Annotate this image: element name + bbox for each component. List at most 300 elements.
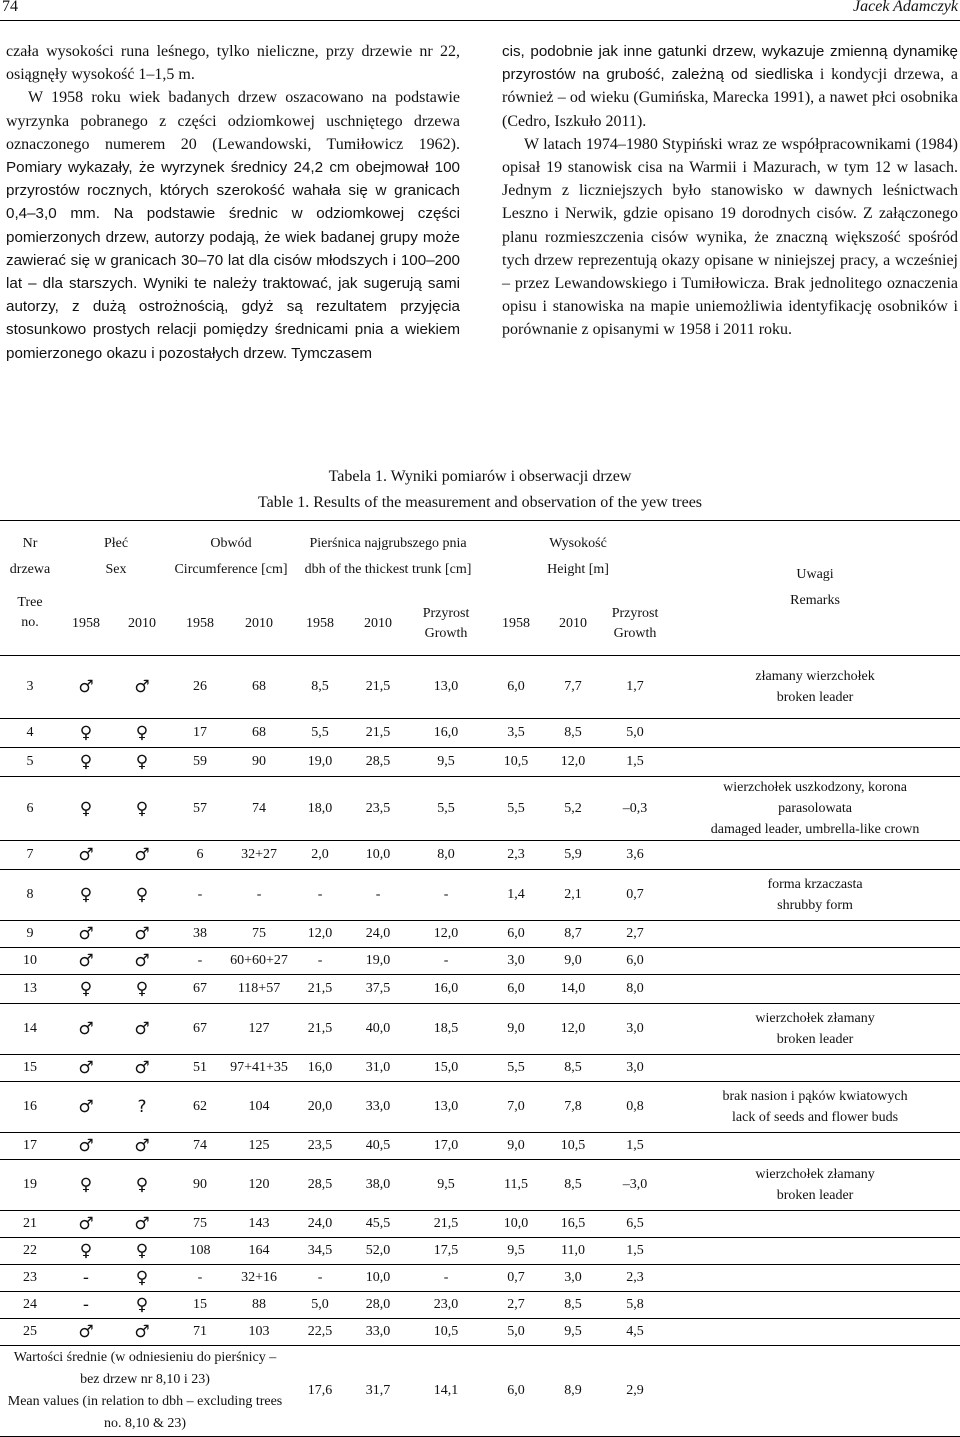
cell-circumference-1958: 74 [172,1133,228,1160]
cell-dbh-1958: 18,0 [290,777,350,841]
cell-height-1958: 1,4 [486,870,546,921]
header-growth [600,593,670,656]
remark-line: forma krzaczasta [767,877,863,892]
left-text-column [6,40,460,365]
cell-height-2010: 8,5 [546,719,600,748]
cell-dbh-2010: 28,5 [350,748,406,777]
cell-height-2010: 2,1 [546,870,600,921]
cell-circumference-2010: 90 [228,748,290,777]
cell-circumference-1958: 59 [172,748,228,777]
cell-remarks [670,1082,960,1133]
cell-circumference-1958: - [172,1265,228,1292]
cell-tree-number: 13 [0,975,60,1004]
cell-height-1958: 11,5 [486,1160,546,1211]
table-row [0,719,960,748]
cell-tree-number: 25 [0,1319,60,1346]
mean-height-growth: 2,9 [600,1346,670,1437]
cell-sex-1958: ♂ [60,948,112,975]
cell-remarks [670,1292,960,1319]
mean-height-1958: 6,0 [486,1346,546,1437]
cell-dbh-1958: 28,5 [290,1160,350,1211]
cell-circumference-2010: 120 [228,1160,290,1211]
cell-height-2010: 8,5 [546,1160,600,1211]
cell-dbh-growth: 13,0 [406,1082,486,1133]
cell-circumference-2010: 32+16 [228,1265,290,1292]
cell-height-1958: 5,0 [486,1319,546,1346]
cell-sex-2010: ♂ [112,841,172,870]
remark-line: damaged leader, umbrella-like crown [710,822,920,837]
table-row [0,1133,960,1160]
cell-circumference-2010: 118+57 [228,975,290,1004]
cell-sex-2010: ♂ [112,1055,172,1082]
cell-tree-number: 14 [0,1004,60,1055]
mean-dbh-2010: 31,7 [350,1346,406,1437]
header-label: Pierśnica najgrubszego pnia [309,536,467,551]
cell-dbh-2010: 21,5 [350,719,406,748]
header-year: 2010 [228,593,290,656]
cell-remarks [670,1160,960,1211]
cell-remarks [670,656,960,719]
cell-height-growth: 8,0 [600,975,670,1004]
cell-circumference-1958: 71 [172,1319,228,1346]
header-year: 2010 [350,593,406,656]
cell-height-2010: 8,7 [546,921,600,948]
cell-dbh-growth: 5,5 [406,777,486,841]
cell-sex-2010: ♀ [112,975,172,1004]
cell-remarks [670,1211,960,1238]
table-row [0,1004,960,1055]
cell-remarks [670,1265,960,1292]
cell-dbh-growth: 21,5 [406,1211,486,1238]
table-row [0,1082,960,1133]
cell-circumference-2010: 104 [228,1082,290,1133]
cell-remarks [670,948,960,975]
header-sex [60,521,172,594]
cell-dbh-growth: 18,5 [406,1004,486,1055]
cell-dbh-growth: 8,0 [406,841,486,870]
cell-sex-2010: ♂ [112,1211,172,1238]
cell-dbh-1958: 12,0 [290,921,350,948]
cell-height-2010: 16,5 [546,1211,600,1238]
table-row [0,1292,960,1319]
remark-line: brak nasion i pąków kwiatowych [722,1089,908,1104]
cell-sex-1958: ♀ [60,1160,112,1211]
header-year: 2010 [112,593,172,656]
header-label: Growth [424,626,468,641]
cell-height-1958: 6,0 [486,921,546,948]
table-body [0,656,960,1346]
cell-circumference-2010: 60+60+27 [228,948,290,975]
header-growth [406,593,486,656]
cell-height-1958: 5,5 [486,777,546,841]
cell-sex-1958: ♂ [60,656,112,719]
table-caption-pl: Tabela 1. Wyniki pomiarów i obserwacji drzew [328,468,632,485]
cell-dbh-2010: 45,5 [350,1211,406,1238]
paragraph-text-sans: Pomiary wykazały, że wyrzynek średnicy 24,2 cm obejmował 100 przyrostów rocznych, których szerokość wahała się w granicach 0,4–3,0 mm. Na podstawie średnic w odziomkowej części pomierzonych drzew, autorzy podają, że wiek badanej grupy może zawierać się w granicach 30–70 lat dla cisów młodszych i 100–200 lat – dla starszych. Wyniki te należy traktować, jak sugerują sami autorzy, z dużą ostrożnością, gdyż są rezultatem przyjęcia stosunkowo prostych relacji pomiędzy średnicami pnia a wiekiem pomierzonego okazu i pozostałych drzew. Tymczasem [6,159,460,362]
cell-remarks [670,719,960,748]
cell-sex-1958: ♂ [60,1055,112,1082]
table-row [0,1211,960,1238]
remark-line: wierzchołek złamany [755,1167,875,1182]
remark-line: lack of seeds and flower buds [732,1110,899,1125]
cell-tree-number: 4 [0,719,60,748]
cell-sex-1958: - [60,1265,112,1292]
cell-remarks [670,1238,960,1265]
header-label: no. [21,615,39,630]
cell-sex-1958: ♂ [60,1133,112,1160]
cell-remarks [670,1319,960,1346]
cell-sex-2010: ♀ [112,1265,172,1292]
table-row [0,921,960,948]
cell-dbh-1958: 19,0 [290,748,350,777]
cell-circumference-2010: 164 [228,1238,290,1265]
table-row [0,948,960,975]
cell-dbh-1958: - [290,870,350,921]
cell-dbh-1958: 16,0 [290,1055,350,1082]
cell-remarks [670,1055,960,1082]
paragraph: czała wysokości runa leśnego, tylko nieliczne, przy drzewie nr 22, osiągnęły wysokość 1–1,5 m. [6,43,460,84]
header-label: Remarks [790,593,840,608]
cell-dbh-1958: - [290,1265,350,1292]
header-label: Nr [22,536,38,551]
table-row [0,1319,960,1346]
cell-height-2010: 8,5 [546,1292,600,1319]
mean-label-line: Mean values (in relation to dbh – excluding trees [7,1394,283,1409]
cell-dbh-growth: 13,0 [406,656,486,719]
remark-line: wierzchołek uszkodzony, korona [723,780,907,795]
cell-tree-number: 16 [0,1082,60,1133]
mean-height-2010: 8,9 [546,1346,600,1437]
table-caption-en: Table 1. Results of the measurement and observation of the yew trees [257,494,703,511]
remark-line: shrubby form [777,898,853,913]
cell-dbh-2010: 23,5 [350,777,406,841]
cell-remarks [670,777,960,841]
page-header [0,0,960,21]
cell-circumference-1958: 67 [172,975,228,1004]
mean-label-line: bez drzew nr 8,10 i 23) [80,1372,210,1387]
table-row [0,656,960,719]
paragraph: W latach 1974–1980 Stypiński wraz ze współpracownikami (1984) opisał 19 stanowisk cisa na Warmii i Mazurach, w tym 12 w lasach. Jednym z liczniejszych było stanowisko w dawnych leśnictwach Leszno i Nerwik, gdzie opisano 19 dorodnych cisów. Z załączonego planu rozmieszczenia cisów wynika, że znaczną większość spośród tych drzew reprezentują okazy opisane w niniejszej pracy, a wcześniej – przez Lewandowskiego i Tumiłowicza. Brak jednolitego oznaczenia opisu i stanowiska na mapie uniemożliwia identyfikację osobników i porównanie z opisanymi w 1958 i 2011 roku. [502,135,958,339]
cell-dbh-2010: 37,5 [350,975,406,1004]
cell-sex-1958: ♂ [60,1082,112,1133]
header-label: Wysokość [549,536,607,551]
cell-tree-number: 5 [0,748,60,777]
running-head-author: Jacek Adamczyk [853,0,958,15]
cell-height-growth: 3,0 [600,1004,670,1055]
page-number: 74 [2,0,18,15]
header-year: 2010 [546,593,600,656]
cell-remarks [670,921,960,948]
cell-circumference-2010: 88 [228,1292,290,1319]
cell-dbh-1958: 8,5 [290,656,350,719]
cell-sex-2010: ♂ [112,1004,172,1055]
cell-sex-1958: ♀ [60,719,112,748]
cell-dbh-growth: 15,0 [406,1055,486,1082]
mean-label-line: no. 8,10 & 23) [103,1416,187,1431]
mean-values-label [0,1346,290,1437]
header-height [486,521,670,594]
cell-dbh-1958: - [290,948,350,975]
cell-dbh-growth: 16,0 [406,719,486,748]
cell-circumference-2010: 32+27 [228,841,290,870]
cell-circumference-2010: - [228,870,290,921]
cell-height-2010: 3,0 [546,1265,600,1292]
cell-tree-number: 17 [0,1133,60,1160]
paragraph-text-sans: cis, podobnie jak inne gatunki drzew, wykazuje zmienną dynamikę przyrostów na grubość, zależną od siedliska [502,43,958,84]
remark-line: broken leader [776,1032,854,1047]
cell-circumference-2010: 125 [228,1133,290,1160]
header-label: Growth [613,626,657,641]
cell-height-2010: 10,5 [546,1133,600,1160]
cell-dbh-1958: 2,0 [290,841,350,870]
mean-label-line: Wartości średnie (w odniesieniu do pierśnicy – [13,1350,277,1365]
cell-sex-2010: ♂ [112,948,172,975]
cell-circumference-1958: 62 [172,1082,228,1133]
table-row [0,1238,960,1265]
cell-circumference-1958: - [172,870,228,921]
cell-height-growth: 1,5 [600,748,670,777]
cell-height-2010: 5,9 [546,841,600,870]
cell-dbh-2010: 10,0 [350,841,406,870]
cell-height-1958: 5,5 [486,1055,546,1082]
cell-sex-2010: ? [112,1082,172,1133]
cell-sex-1958: ♀ [60,1238,112,1265]
cell-circumference-1958: 57 [172,777,228,841]
cell-dbh-2010: 52,0 [350,1238,406,1265]
cell-height-growth: 4,5 [600,1319,670,1346]
table-row [0,870,960,921]
mean-values-row [0,1346,960,1437]
header-year: 1958 [172,593,228,656]
cell-sex-1958: ♀ [60,975,112,1004]
cell-dbh-2010: 24,0 [350,921,406,948]
header-year: 1958 [60,593,112,656]
cell-remarks [670,1004,960,1055]
remark-line: złamany wierzchołek [755,669,875,684]
cell-dbh-2010: - [350,870,406,921]
cell-dbh-growth: 9,5 [406,748,486,777]
cell-height-2010: 5,2 [546,777,600,841]
table-row [0,1160,960,1211]
header-label: Sex [105,562,127,577]
cell-height-growth: 1,7 [600,656,670,719]
cell-circumference-1958: 51 [172,1055,228,1082]
cell-height-1958: 6,0 [486,656,546,719]
cell-height-2010: 7,7 [546,656,600,719]
cell-dbh-1958: 5,0 [290,1292,350,1319]
cell-height-1958: 9,0 [486,1004,546,1055]
cell-dbh-growth: - [406,1265,486,1292]
cell-height-growth: 6,5 [600,1211,670,1238]
cell-sex-1958: - [60,1292,112,1319]
paragraph-text: W 1958 roku wiek badanych drzew oszacowano na podstawie wyrzynka pobranego z części odziomkowej uschniętego drzewa oznaczonego numerem 20 (Lewandowski, Tumiłowicz 1962). [6,89,460,153]
cell-height-growth: –0,3 [600,777,670,841]
header-label: Płeć [103,536,129,551]
cell-tree-number: 3 [0,656,60,719]
header-remarks [670,521,960,656]
cell-remarks [670,975,960,1004]
cell-sex-1958: ♀ [60,777,112,841]
cell-dbh-1958: 20,0 [290,1082,350,1133]
cell-circumference-2010: 97+41+35 [228,1055,290,1082]
cell-circumference-1958: 75 [172,1211,228,1238]
cell-circumference-2010: 74 [228,777,290,841]
table-row [0,777,960,841]
cell-height-1958: 2,7 [486,1292,546,1319]
cell-height-growth: 2,7 [600,921,670,948]
cell-height-growth: 3,6 [600,841,670,870]
cell-dbh-growth: 17,0 [406,1133,486,1160]
cell-tree-number: 24 [0,1292,60,1319]
paragraph-text: i kondycji drzewa, a również – od wieku (Gumińska, Marecka 1991), a nawet płci osobnika (Cedro, Iszkuło 2011). [502,66,959,130]
cell-circumference-1958: 6 [172,841,228,870]
cell-tree-number: 9 [0,921,60,948]
data-table [0,520,960,1437]
cell-sex-1958: ♂ [60,1004,112,1055]
cell-dbh-2010: 38,0 [350,1160,406,1211]
remark-line: parasolowata [778,801,852,816]
cell-height-1958: 9,0 [486,1133,546,1160]
header-year: 1958 [290,593,350,656]
table-row [0,975,960,1004]
cell-height-1958: 7,0 [486,1082,546,1133]
header-label: dbh of the thickest trunk [cm] [304,562,472,577]
cell-height-growth: 3,0 [600,1055,670,1082]
cell-sex-2010: ♂ [112,656,172,719]
table-row [0,841,960,870]
cell-height-1958: 0,7 [486,1265,546,1292]
cell-height-2010: 7,8 [546,1082,600,1133]
header-year: 1958 [486,593,546,656]
cell-dbh-1958: 5,5 [290,719,350,748]
cell-dbh-1958: 22,5 [290,1319,350,1346]
cell-sex-2010: ♀ [112,1292,172,1319]
header-dbh [290,521,486,594]
cell-height-1958: 3,0 [486,948,546,975]
cell-tree-number: 10 [0,948,60,975]
cell-tree-number: 23 [0,1265,60,1292]
paragraph [502,40,958,133]
cell-dbh-2010: 40,5 [350,1133,406,1160]
cell-height-2010: 8,5 [546,1055,600,1082]
cell-dbh-growth: 23,0 [406,1292,486,1319]
cell-height-growth: –3,0 [600,1160,670,1211]
results-table [0,520,960,1437]
cell-circumference-2010: 103 [228,1319,290,1346]
cell-sex-2010: ♀ [112,1160,172,1211]
cell-sex-2010: ♂ [112,1319,172,1346]
cell-height-1958: 9,5 [486,1238,546,1265]
cell-sex-2010: ♀ [112,777,172,841]
mean-dbh-1958: 17,6 [290,1346,350,1437]
cell-height-2010: 9,0 [546,948,600,975]
header-label: Circumference [cm] [174,562,288,577]
cell-tree-number: 21 [0,1211,60,1238]
cell-dbh-2010: 33,0 [350,1082,406,1133]
cell-height-1958: 2,3 [486,841,546,870]
cell-circumference-2010: 68 [228,656,290,719]
cell-dbh-growth: 12,0 [406,921,486,948]
cell-circumference-1958: 26 [172,656,228,719]
cell-height-1958: 10,0 [486,1211,546,1238]
cell-height-growth: 2,3 [600,1265,670,1292]
cell-circumference-2010: 127 [228,1004,290,1055]
cell-circumference-2010: 143 [228,1211,290,1238]
cell-height-growth: 1,5 [600,1133,670,1160]
remark-line: broken leader [776,690,854,705]
cell-sex-1958: ♂ [60,921,112,948]
cell-circumference-1958: 15 [172,1292,228,1319]
remark-line: wierzchołek złamany [755,1011,875,1026]
cell-circumference-1958: - [172,948,228,975]
cell-height-growth: 5,0 [600,719,670,748]
cell-dbh-2010: 19,0 [350,948,406,975]
mean-remarks [670,1346,960,1437]
cell-tree-number: 7 [0,841,60,870]
cell-dbh-growth: 10,5 [406,1319,486,1346]
cell-remarks [670,1133,960,1160]
cell-tree-number: 22 [0,1238,60,1265]
cell-sex-2010: ♀ [112,748,172,777]
header-label: Uwagi [796,567,834,582]
cell-height-2010: 14,0 [546,975,600,1004]
cell-dbh-growth: 9,5 [406,1160,486,1211]
cell-dbh-growth: 17,5 [406,1238,486,1265]
cell-circumference-2010: 75 [228,921,290,948]
header-tree-number [0,521,60,594]
table-row [0,1055,960,1082]
cell-height-1958: 3,5 [486,719,546,748]
cell-sex-1958: ♂ [60,1319,112,1346]
cell-sex-1958: ♂ [60,1211,112,1238]
cell-height-1958: 6,0 [486,975,546,1004]
cell-height-1958: 10,5 [486,748,546,777]
cell-dbh-1958: 21,5 [290,1004,350,1055]
cell-dbh-1958: 34,5 [290,1238,350,1265]
cell-height-growth: 6,0 [600,948,670,975]
cell-dbh-2010: 21,5 [350,656,406,719]
cell-height-growth: 1,5 [600,1238,670,1265]
cell-dbh-2010: 40,0 [350,1004,406,1055]
remark-line: broken leader [776,1188,854,1203]
cell-dbh-2010: 10,0 [350,1265,406,1292]
cell-dbh-growth: 16,0 [406,975,486,1004]
header-label: Height [m] [547,562,609,577]
table-row [0,1265,960,1292]
header-label: Przyrost [611,606,659,621]
cell-circumference-1958: 17 [172,719,228,748]
cell-circumference-1958: 38 [172,921,228,948]
cell-remarks [670,748,960,777]
header-circumference [172,521,290,594]
cell-remarks [670,841,960,870]
cell-sex-1958: ♂ [60,841,112,870]
cell-dbh-1958: 23,5 [290,1133,350,1160]
cell-dbh-growth: - [406,870,486,921]
header-label: Tree [17,595,43,610]
cell-dbh-2010: 28,0 [350,1292,406,1319]
cell-dbh-growth: - [406,948,486,975]
cell-sex-2010: ♀ [112,719,172,748]
cell-height-2010: 9,5 [546,1319,600,1346]
cell-dbh-1958: 21,5 [290,975,350,1004]
cell-tree-number: 6 [0,777,60,841]
cell-height-growth: 5,8 [600,1292,670,1319]
cell-dbh-2010: 33,0 [350,1319,406,1346]
cell-dbh-1958: 24,0 [290,1211,350,1238]
header-tree-number-en [0,593,60,656]
cell-height-2010: 12,0 [546,1004,600,1055]
